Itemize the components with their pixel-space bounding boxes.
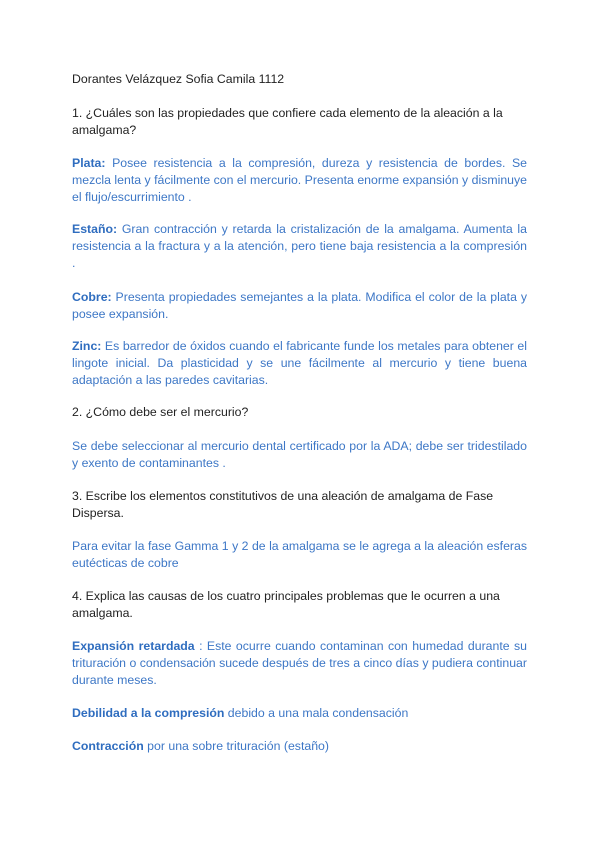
answer-debilidad xyxy=(72,705,527,722)
term-expansion: Expansión retardada xyxy=(72,639,195,653)
text-zinc: Es barredor de óxidos cuando el fabricante funde los metales para obtener el lingote inicial. Da plasticidad y se une fácilmente al mercurio y tiene buena adaptación a las paredes cavitarias. xyxy=(72,339,527,387)
text-expansion: : Este ocurre cuando contaminan con humedad durante su trituración o condensación sucede después de tres a cinco días y pudiera continuar durante meses. xyxy=(72,639,527,687)
answer-expansion xyxy=(72,638,527,689)
text-cobre: Presenta propiedades semejantes a la plata. Modifica el color de la plata y posee expansión. xyxy=(72,290,527,321)
question-3: 3. Escribe los elementos constitutivos de una aleación de amalgama de Fase Dispersa. xyxy=(72,489,494,520)
term-estano: Estaño: xyxy=(72,222,118,236)
question-2: 2. ¿Cómo debe ser el mercurio? xyxy=(72,405,249,419)
answer-plata xyxy=(72,155,527,206)
term-contraccion: Contracción xyxy=(72,739,144,753)
text-debilidad: debido a una mala condensación xyxy=(224,706,409,720)
answer-2: Se debe seleccionar al mercurio dental certificado por la ADA; debe ser tridestilado y exento de contaminantes . xyxy=(72,439,527,470)
author-line: Dorantes Velázquez Sofia Camila 1112 xyxy=(72,72,285,86)
term-debilidad: Debilidad a la compresión xyxy=(72,706,225,720)
term-zinc: Zinc: xyxy=(72,339,102,353)
question-4: 4. Explica las causas de los cuatro principales problemas que le ocurren a una amalgama. xyxy=(72,589,500,620)
text-plata: Posee resistencia a la compresión, dureza y resistencia de bordes. Se mezcla lenta y fácilmente con el mercurio. Presenta enorme expansión y disminuye el flujo/escurrimiento . xyxy=(72,156,527,204)
term-plata: Plata: xyxy=(72,156,106,170)
answer-cobre xyxy=(72,289,527,323)
term-cobre: Cobre: xyxy=(72,290,112,304)
text-contraccion: por una sobre trituración (estaño) xyxy=(143,739,329,753)
answer-3: Para evitar la fase Gamma 1 y 2 de la amalgama se le agrega a la aleación esferas eutécticas de cobre xyxy=(72,539,527,570)
answer-zinc xyxy=(72,338,527,389)
question-1: 1. ¿Cuáles son las propiedades que confiere cada elemento de la aleación a la amalgama? xyxy=(72,106,503,137)
answer-estano xyxy=(72,221,527,272)
answer-contraccion xyxy=(72,738,527,755)
text-estano: Gran contracción y retarda la cristalización de la amalgama. Aumenta la resistencia a la fractura y a la atención, pero tiene baja resistencia a la compresión . xyxy=(72,222,527,270)
